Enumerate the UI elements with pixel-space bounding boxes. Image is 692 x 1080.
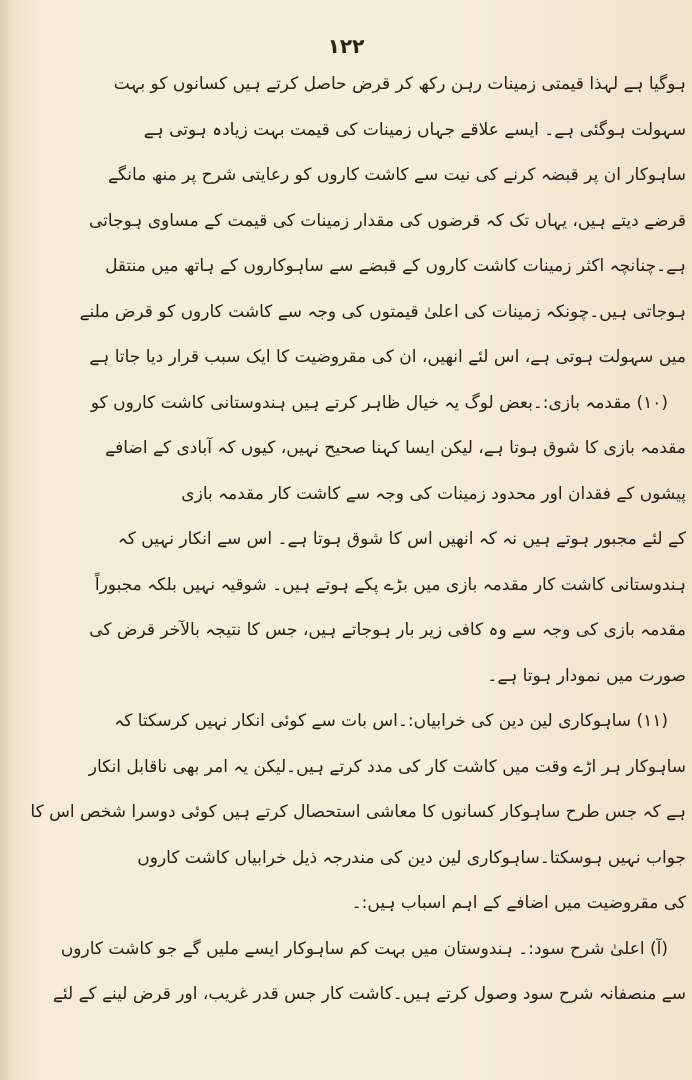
subsection-heading-line: (آ) اعلیٰ شرح سود:۔ ہندوستان میں بہت کم ساہوکار ایسے ملیں گے جو کاشت کاروں [60,938,668,959]
text-line: سے منصفانہ شرح سود وصول کرتے ہیں۔کاشت کار جس قدر غریب، اور قرض لینے کے لئے [52,984,686,1004]
text-line: ہے کہ جس طرح ساہوکار کسانوں کا معاشی استحصال کرتے ہیں کوئی دوسرا شخص اس کا [30,802,686,822]
section-heading-line: (۱۱) ساہوکاری لین دین کی خرابیاں:۔اس بات سے کوئی انکار نہیں کرسکتا کہ [114,711,668,731]
paragraph-end-line: صورت میں نمودار ہوتا ہے۔ [487,665,686,686]
text-line: قرضے دیتے ہیں، یہاں تک کہ قرضوں کی مقدار زمینات کی قیمت کے مساوی ہوجاتی [88,210,686,231]
text-line: ہوگیا ہے لہذا قیمتی زمینات رہن رکھ کر قرض حاصل کرتے ہیں کسانوں کو بہت [113,74,686,94]
urdu-text-body [10,62,686,1018]
section-heading-line: (۱۰) مقدمہ بازی:۔بعض لوگ یہ خیال ظاہر کرتے ہیں ہندوستانی کاشت کاروں کو [90,392,668,413]
text-line: ساہوکار ان پر قبضہ کرنے کی نیت سے کاشت کاروں کو رعایتی شرح پر منھ مانگے [107,165,686,185]
text-line: میں سہولت ہوتی ہے، اس لئے انھیں، ان کی مقروضیت کا ایک سبب قرار دیا جاتا ہے [89,347,686,367]
text-line: کے لئے مجبور ہوتے ہیں نہ کہ انھیں اس کا شوق ہوتا ہے۔ اس سے انکار نہیں کہ [117,529,686,549]
page-number: ۱۲۲ [327,34,365,58]
paragraph-end-line: کی مقروضیت میں اضافے کے اہم اسباب ہیں:۔ [351,893,686,913]
text-line: ہوجاتی ہیں۔چونکہ زمینات کی اعلیٰ قیمتوں کی وجہ سے کاشت کاروں کو قرض ملنے [79,301,686,322]
text-line: جواب نہیں ہوسکتا۔ساہوکاری لین دین کی مندرجہ ذیل خرابیاں کاشت کاروں [137,847,686,868]
text-line: ہندوستانی کاشت کار مقدمہ بازی میں بڑے پکے ہوتے ہیں۔ شوقیہ نہیں بلکہ مجبوراً [94,574,686,595]
text-line: پیشوں کے فقدان اور محدود زمینات کی وجہ سے کاشت کار مقدمہ بازی [181,483,686,504]
text-line: مقدمہ بازی کی وجہ سے وہ کافی زیر بار ہوجاتے ہیں، جس کا نتیجہ بالآخر قرض کی [89,620,686,640]
text-line: سہولت ہوگئی ہے۔ ایسے علاقے جہاں زمینات کی قیمت بہت زیادہ ہوتی ہے [143,119,686,140]
text-line: ہے۔چنانچہ اکثر زمینات کاشت کاروں کے قبضے سے ساہوکاروں کے ہاتھ میں منتقل [105,256,686,276]
text-line: مقدمہ بازی کا شوق ہوتا ہے، لیکن ایسا کہنا صحیح نہیں، کیوں کہ آبادی کے اضافے [105,438,686,458]
text-line: ساہوکار ہر اڑے وقت میں کاشت کار کی مدد کرتے ہیں۔لیکن یہ امر بھی ناقابل انکار [88,756,686,777]
